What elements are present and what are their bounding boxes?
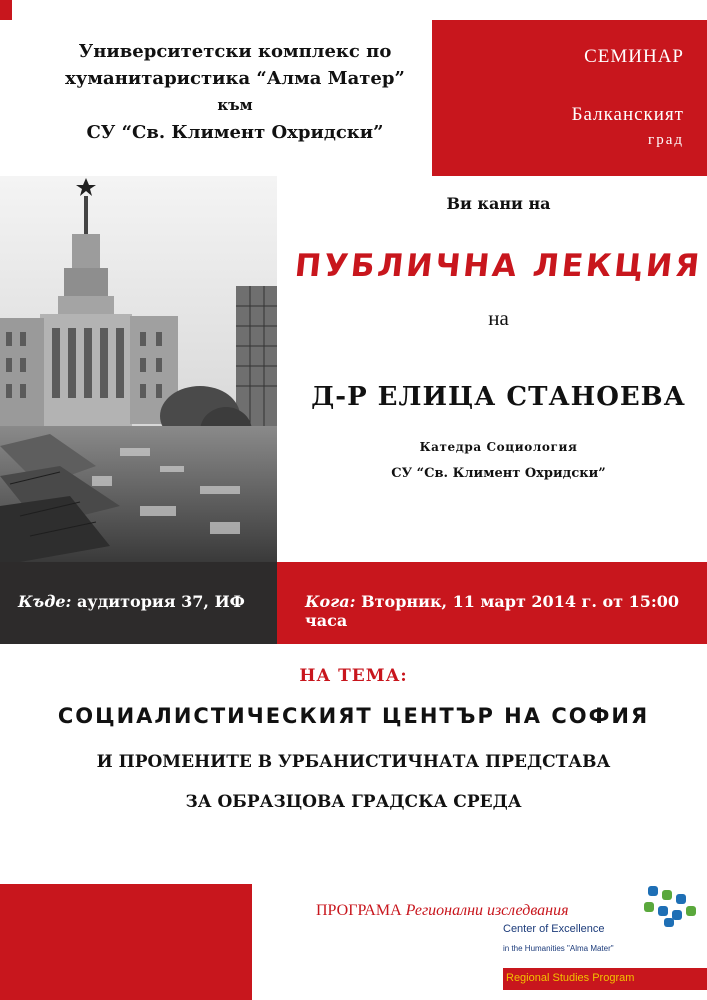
when-label: Кога:: [305, 592, 356, 611]
seminar-name-line-2: град: [648, 132, 684, 148]
invite-intro: Ви кани на: [446, 194, 551, 213]
where-label: Къде:: [18, 592, 72, 611]
university-line-2: хуманитаристика “Алма Матер”: [65, 68, 405, 89]
seminar-name-line-1: Балканският: [571, 104, 684, 125]
center-of-excellence: Center of Excellence: [503, 923, 605, 935]
speaker-department: Катедра Социология: [419, 440, 578, 454]
program-prefix: ПРОГРАМА: [316, 902, 402, 919]
where-text: [18, 592, 245, 611]
program-title: [316, 902, 569, 920]
topic-subtitle-line-2: ЗА ОБРАЗЦОВА ГРАДСКА СРЕДА: [185, 792, 522, 812]
regional-program-label: Regional Studies Program: [506, 972, 635, 984]
program-name: Регионални изследвания: [405, 902, 569, 919]
alma-mater-logo-icon: [640, 884, 700, 928]
footer-accent: [0, 884, 252, 1000]
topic-title: СОЦИАЛИСТИЧЕСКИЯТ ЦЕНТЪР НА СОФИЯ: [57, 704, 650, 728]
party-house-photo: [0, 176, 277, 562]
where-value: аудитория 37, ИФ: [76, 592, 245, 611]
event-type-title: ПУБЛИЧНА ЛЕКЦИЯ: [293, 248, 704, 284]
university-line-1: Университетски комплекс по: [78, 41, 392, 62]
topic-label: НА ТЕМА:: [299, 666, 408, 686]
seminar-panel: [432, 20, 707, 176]
topic-subtitle-line-1: И ПРОМЕНИТЕ В УРБАНИСТИЧНАТА ПРЕДСТАВА: [96, 752, 611, 772]
event-preposition: на: [488, 306, 509, 330]
when-text: [305, 592, 707, 630]
center-of-excellence-sub: in the Humanities "Alma Mater": [503, 944, 614, 953]
seminar-label: СЕМИНАР: [584, 46, 684, 67]
university-line-4: СУ “Св. Климент Охридски”: [86, 122, 384, 143]
speaker-affiliation: СУ “Св. Климент Охридски”: [391, 466, 606, 481]
speaker-name: Д-Р ЕЛИЦА СТАНОЕВА: [311, 382, 686, 412]
when-value: Вторник, 11 март 2014 г. от 15:00 часа: [305, 592, 680, 630]
university-block: [40, 38, 430, 146]
corner-accent: [0, 0, 12, 20]
university-line-3: към: [217, 96, 253, 114]
